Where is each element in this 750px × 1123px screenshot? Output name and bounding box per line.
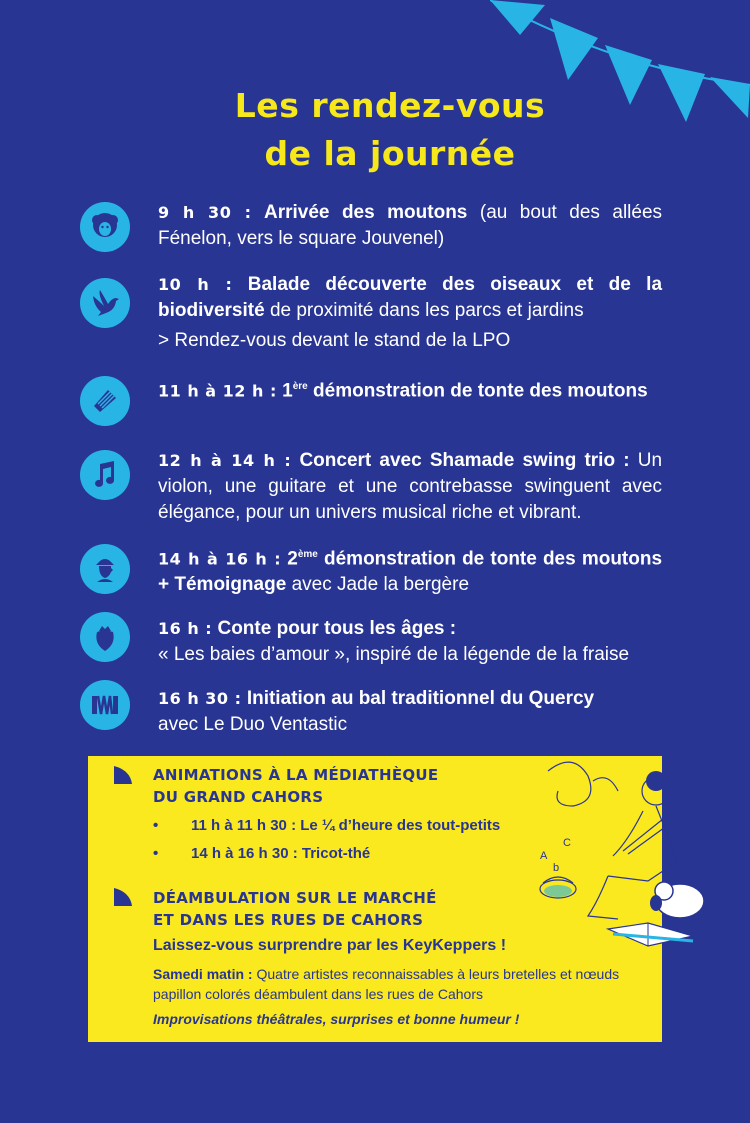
section-marker-icon	[112, 886, 134, 908]
bullet-glyph: •	[153, 817, 159, 834]
svg-text:b: b	[553, 862, 560, 874]
schedule-text	[158, 272, 662, 354]
schedule-text	[158, 448, 662, 526]
section-heading-line: ANIMATIONS À LA MÉDIATHÈQUE	[153, 766, 439, 784]
schedule-text	[158, 542, 662, 598]
schedule-time: 12 h à 14 h :	[158, 451, 292, 470]
shears-icon	[80, 376, 130, 426]
schedule-ordinal: 2	[287, 548, 298, 570]
accordion-icon	[80, 680, 130, 730]
schedule-time: 10 h :	[158, 275, 233, 294]
list-item-text: 14 h à 16 h 30 : Tricot-thé	[191, 845, 371, 862]
schedule-detail: (au bout des allées Fénelon, vers le square Jouvenel)	[158, 202, 663, 249]
schedule-ordinal-suffix: ère	[292, 381, 308, 392]
section-heading	[153, 887, 437, 931]
list-item-text: 11 h à 11 h 30 : Le ¼ d’heure des tout-petits	[191, 817, 501, 834]
schedule-ordinal: 1	[282, 380, 293, 402]
schedule-title: démonstration de tonte des moutons	[313, 380, 648, 402]
info-panel	[88, 756, 662, 1042]
schedule-time: 9 h 30 :	[158, 203, 252, 222]
strawberry-icon	[80, 612, 130, 662]
schedule-time: 16 h :	[158, 619, 213, 638]
section-description	[153, 964, 623, 1004]
bird-icon	[80, 278, 130, 328]
schedule-text	[158, 374, 662, 404]
section-marker-icon	[112, 764, 134, 786]
description-text: Quatre artistes reconnaissables à leurs bretelles et nœuds papillon colorés déambulent dans les rues de Cahors	[153, 966, 620, 1002]
schedule-ordinal-suffix: ème	[297, 549, 318, 560]
section-heading-line: DU GRAND CAHORS	[153, 788, 324, 806]
schedule-extra: > Rendez-vous devant le stand de la LPO	[158, 330, 511, 351]
schedule-title: Concert avec Shamade swing trio :	[299, 450, 630, 471]
schedule-title: démonstration de tonte des moutons + Témoignage	[158, 548, 663, 596]
schedule-detail: de proximité dans les parcs et jardins	[269, 300, 584, 321]
section-heading	[153, 764, 438, 808]
schedule-time: 11 h à 12 h :	[158, 381, 277, 401]
schedule-text	[158, 616, 662, 668]
schedule-detail: « Les baies d’amour », inspiré de la légende de la fraise	[158, 644, 630, 665]
svg-text:A: A	[540, 850, 548, 862]
schedule-title: Initiation au bal traditionnel du Quercy	[246, 688, 595, 709]
schedule-detail: Un violon, une guitare et une contrebasse swinguent avec élégance, pour un univers musical riche et vibrant.	[158, 450, 663, 523]
title-line-2: de la journée	[264, 134, 516, 173]
svg-text:C: C	[563, 837, 571, 849]
schedule-title: Arrivée des moutons	[263, 202, 468, 223]
sheep-icon	[80, 202, 130, 252]
section-headline: Laissez-vous surprendre par les KeyKeppers !	[153, 937, 507, 954]
schedule-detail: avec Jade la bergère	[291, 574, 470, 596]
shepherd-icon	[80, 544, 130, 594]
section-heading-line: ET DANS LES RUES DE CAHORS	[153, 911, 424, 929]
page-title	[0, 82, 750, 178]
schedule-title: Balade découverte des oiseaux et de la biodiversité	[158, 274, 663, 321]
schedule-title: Conte pour tous les âges :	[217, 618, 457, 639]
schedule-text	[158, 200, 662, 252]
description-label: Samedi matin :	[153, 966, 253, 982]
section-tagline: Improvisations théâtrales, surprises et bonne humeur !	[153, 1011, 520, 1027]
schedule-time: 16 h 30 :	[158, 689, 242, 708]
schedule-time: 14 h à 16 h :	[158, 549, 282, 569]
bullet-glyph: •	[153, 845, 159, 862]
section-heading-line: DÉAMBULATION SUR LE MARCHÉ	[153, 889, 437, 907]
schedule-detail: avec Le Duo Ventastic	[158, 714, 348, 735]
music-note-icon	[80, 450, 130, 500]
schedule-text	[158, 686, 662, 738]
title-line-1: Les rendez-vous	[234, 86, 546, 125]
knitting-reader-illustration	[528, 751, 708, 951]
